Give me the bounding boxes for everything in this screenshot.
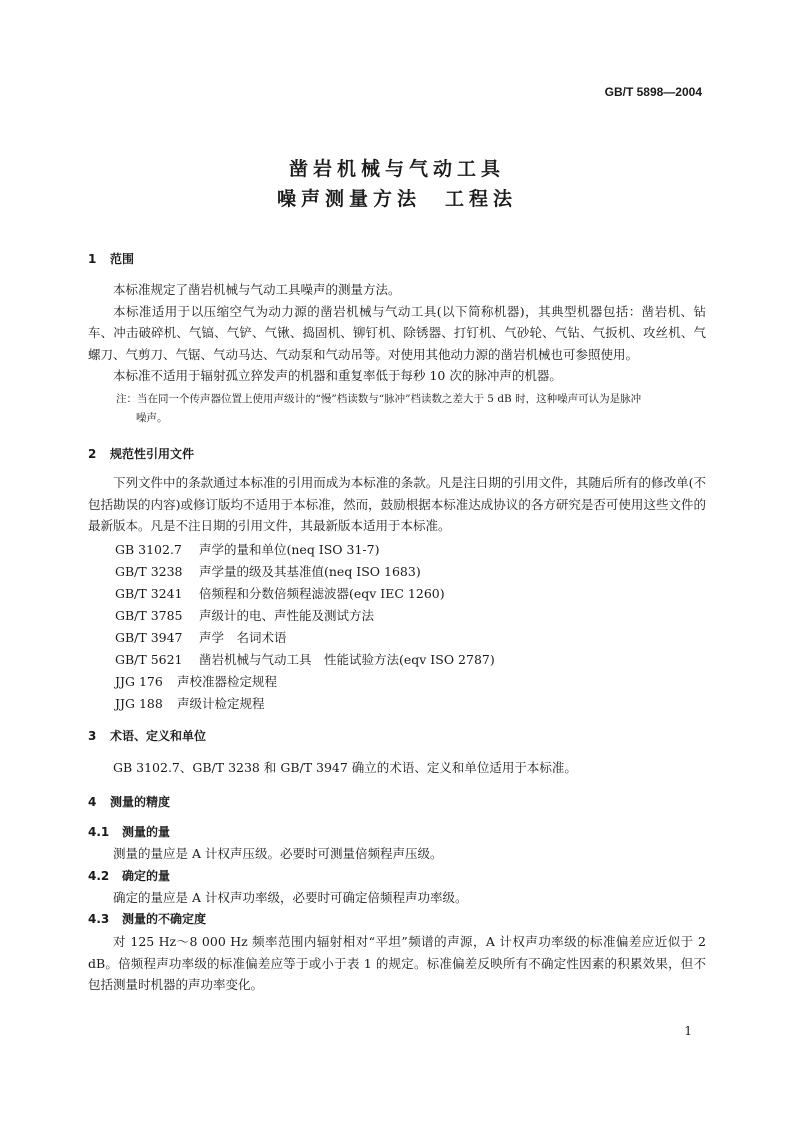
subsection-number: 4.3 (88, 912, 110, 926)
subsection-4-3-body (88, 931, 706, 996)
paragraph: 下列文件中的条款通过本标准的引用而成为本标准的条款。凡是注日期的引用文件，其随后所有的修改单(不包括勘误的内容)或修订版均不适用于本标准，然而，鼓励根据本标准达成协议的各方研究是否可使用这些文件的最新版本。凡是不注日期的引用文件，其最新版本适用于本标准。 (88, 475, 706, 533)
subsection-4-3-heading (88, 910, 206, 927)
reference-item (115, 627, 495, 649)
section-4-heading (88, 793, 170, 810)
paragraph: 测量的量应是 A 计权声压级。必要时可测量倍频程声压级。 (113, 846, 443, 861)
note (116, 390, 706, 428)
subsection-title: 测量的量 (122, 825, 171, 839)
paragraph: 本标准规定了凿岩机械与气动工具噪声的测量方法。 (113, 282, 401, 297)
reference-item (115, 583, 495, 605)
paragraph: 本标准适用于以压缩空气为动力源的凿岩机械与气动工具(以下简称机器)，其典型机器包括：凿岩机、钻车、冲击破碎机、气镐、气铲、气锹、捣固机、铆钉机、除锈器、打钉机、气砂轮、气钻、气扳机、攻丝机、气螺刀、气剪刀、气锯、气动马达、气动泵和气动吊等。对使用其他动力源的凿岩机械也可参照使用。 (88, 303, 706, 362)
section-title: 范围 (110, 252, 135, 266)
subsection-number: 4.2 (88, 869, 110, 883)
subsection-title: 确定的量 (122, 869, 171, 883)
section-number: 2 (88, 447, 97, 461)
section-1-body (88, 279, 706, 387)
reference-title: 声学的量和单位(neq ISO 31-7) (199, 542, 380, 557)
reference-title: 声级计检定规程 (177, 696, 265, 711)
reference-item (115, 693, 495, 715)
reference-title: 声学量的级及其基准值(neq ISO 1683) (199, 564, 421, 579)
subsection-title: 测量的不确定度 (122, 912, 207, 926)
section-3-heading (88, 727, 206, 744)
note-line: 注：当在同一个传声器位置上使用声级计的“慢”档读数与“脉冲”档读数之差大于 5 dB 时，这种噪声可认为是脉冲 (116, 393, 642, 405)
reference-code: JJG 176 (115, 674, 163, 689)
reference-item (115, 649, 495, 671)
section-1-heading (88, 250, 134, 267)
reference-code: GB/T 3241 (115, 586, 183, 601)
section-2-heading (88, 445, 194, 462)
paragraph: 确定的量应是 A 计权声功率级，必要时可确定倍频程声功率级。 (113, 890, 468, 905)
reference-list (115, 539, 495, 715)
reference-item (115, 671, 495, 693)
title-line-2: 噪声测量方法 工程法 (276, 188, 517, 210)
reference-code: GB/T 5621 (115, 652, 183, 667)
reference-title: 声级计的电、声性能及测试方法 (199, 608, 375, 623)
section-title: 规范性引用文件 (110, 447, 195, 461)
reference-title: 凿岩机械与气动工具 性能试验方法(eqv ISO 2787) (199, 652, 495, 667)
note-line: 噪声。 (136, 412, 168, 424)
reference-title: 声校准器检定规程 (177, 674, 278, 689)
reference-item (115, 561, 495, 583)
subsection-number: 4.1 (88, 825, 110, 839)
paragraph: GB 3102.7、GB/T 3238 和 GB/T 3947 确立的术语、定义和单位适用于本标准。 (113, 760, 577, 775)
reference-code: GB 3102.7 (115, 542, 182, 557)
reference-code: JJG 188 (115, 696, 163, 711)
reference-title: 声学 名词术语 (199, 630, 287, 645)
section-3-body (88, 757, 706, 779)
section-number: 3 (88, 729, 97, 743)
section-number: 4 (88, 795, 97, 809)
paragraph: 本标准不适用于辐射孤立猝发声的机器和重复率低于每秒 10 次的脉冲声的机器。 (113, 368, 562, 383)
title-line-1: 凿岩机械与气动工具 (288, 158, 505, 180)
section-title: 测量的精度 (110, 795, 171, 809)
subsection-4-1-heading (88, 823, 170, 840)
subsection-4-2-heading (88, 867, 170, 884)
section-title: 术语、定义和单位 (110, 729, 207, 743)
standard-code: GB/T 5898—2004 (604, 85, 702, 99)
reference-item (115, 605, 495, 627)
reference-item (115, 539, 495, 561)
paragraph: 对 125 Hz～8 000 Hz 频率范围内辐射相对“平坦”频谱的声源，A 计权声功率级的标准偏差应近似于 2 dB。倍频程声功率级的标准偏差应等于或小于表 1 的规定。标准偏差反映所有不确定性因素的积累效果，但不包括测量时机器的声功率变化。 (88, 934, 706, 992)
reference-title: 倍频程和分数倍频程滤波器(eqv IEC 1260) (199, 586, 445, 601)
section-number: 1 (88, 252, 97, 266)
subsection-4-2-body (88, 887, 706, 909)
section-2-body (88, 472, 706, 537)
reference-code: GB/T 3238 (115, 564, 183, 579)
reference-code: GB/T 3785 (115, 608, 183, 623)
subsection-4-1-body (88, 843, 706, 865)
page-number: 1 (684, 1024, 692, 1038)
reference-code: GB/T 3947 (115, 630, 183, 645)
